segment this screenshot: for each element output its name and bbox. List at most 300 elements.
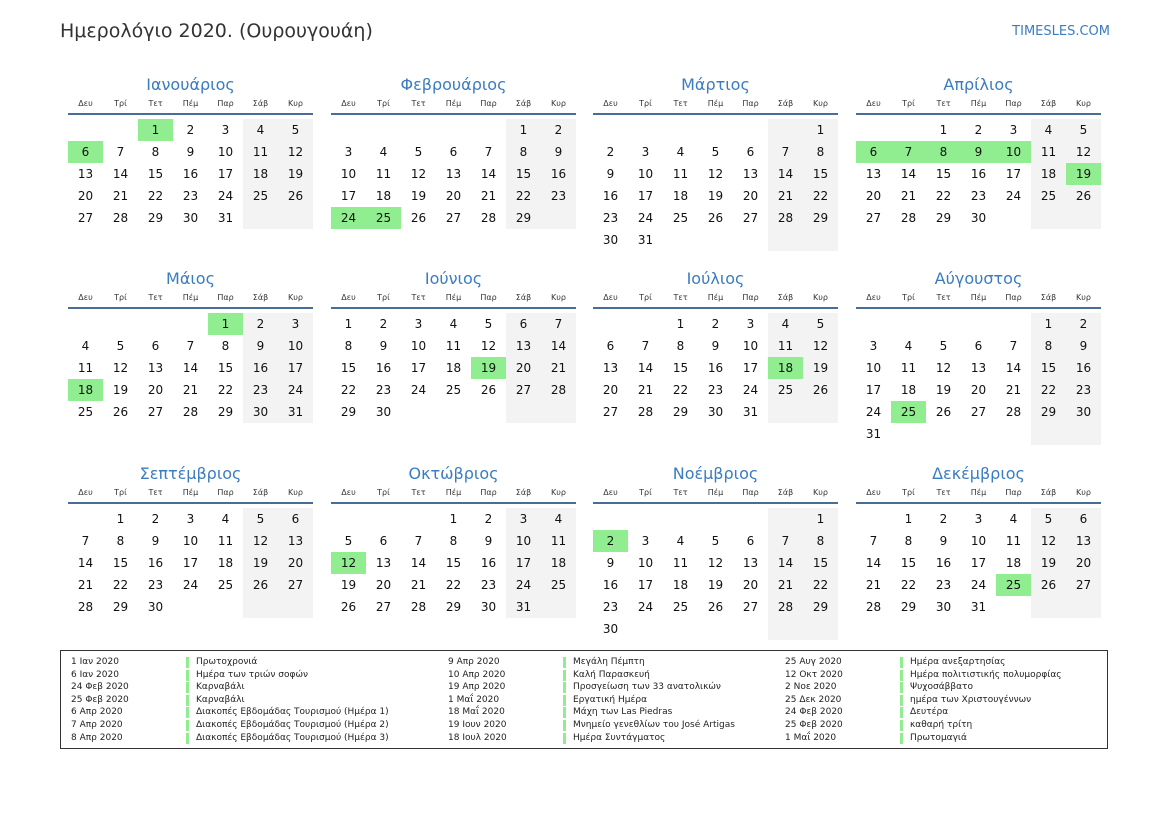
weekday-label: Τρί <box>377 99 390 108</box>
legend-date: 6 Ιαν 2020 <box>71 669 119 680</box>
weekday-label: Τρί <box>114 293 127 302</box>
holiday-day: 7 <box>891 141 926 163</box>
day: 31 <box>506 596 541 618</box>
day-blank <box>593 508 628 530</box>
day: 9 <box>151 534 160 548</box>
day: 21 <box>410 578 427 592</box>
weekday-label: Σάβ <box>252 488 269 497</box>
day: 3 <box>641 145 650 159</box>
day: 17 <box>637 189 654 203</box>
day-blank <box>996 207 1031 229</box>
weekday-label: Κυρ <box>288 99 303 108</box>
day: 3 <box>278 313 313 335</box>
day: 4 <box>243 119 278 141</box>
weekday-label: Πέμ <box>970 488 987 497</box>
day-blank <box>698 618 733 640</box>
legend-name: Καλή Παρασκευή <box>573 669 650 680</box>
legend-row <box>448 706 808 719</box>
day-blank <box>401 119 436 141</box>
day: 7 <box>81 534 90 548</box>
day: 30 <box>707 405 724 419</box>
legend-marker <box>563 707 566 718</box>
day-blank <box>366 508 401 530</box>
day: 17 <box>278 357 313 379</box>
weekday-label: Παρ <box>1005 293 1022 302</box>
day: 21 <box>900 189 917 203</box>
weekday-label: Σάβ <box>515 99 532 108</box>
weekday-label: Παρ <box>480 293 497 302</box>
day: 9 <box>939 534 948 548</box>
day-grid <box>68 309 313 423</box>
day: 14 <box>112 167 129 181</box>
day: 11 <box>1031 141 1066 163</box>
day-blank <box>628 119 663 141</box>
day-blank <box>436 119 471 141</box>
weekday-label: Παρ <box>217 488 234 497</box>
day: 27 <box>445 211 462 225</box>
day-blank <box>173 313 208 335</box>
holiday-day: 1 <box>208 313 243 335</box>
day: 19 <box>340 578 357 592</box>
legend-row <box>448 656 808 669</box>
day: 25 <box>77 405 94 419</box>
day: 18 <box>672 189 689 203</box>
day: 12 <box>112 361 129 375</box>
weekday-label: Παρ <box>742 293 759 302</box>
day-blank <box>996 596 1031 618</box>
day: 8 <box>116 534 125 548</box>
legend-date: 18 Ιουλ 2020 <box>448 732 507 743</box>
day: 29 <box>147 211 164 225</box>
weekday-label: Τετ <box>936 488 951 497</box>
holiday-day: 24 <box>331 207 366 229</box>
day: 22 <box>340 383 357 397</box>
day: 7 <box>1009 339 1018 353</box>
day: 3 <box>974 512 983 526</box>
day: 19 <box>410 189 427 203</box>
day: 10 <box>340 167 357 181</box>
weekday-header <box>68 485 313 504</box>
day-blank <box>506 401 541 423</box>
day: 7 <box>641 339 650 353</box>
day: 30 <box>480 600 497 614</box>
holiday-day: 19 <box>1066 163 1101 185</box>
weekday-label: Πέμ <box>182 293 199 302</box>
day-blank <box>401 401 436 423</box>
weekday-label: Τρί <box>377 293 390 302</box>
legend-row <box>785 669 1105 682</box>
legend-name: Πρωτομαγιά <box>910 732 967 743</box>
legend-date: 1 Μαΐ 2020 <box>785 732 837 743</box>
day: 4 <box>449 317 458 331</box>
day: 4 <box>379 145 388 159</box>
day-grid <box>856 309 1101 445</box>
day: 30 <box>182 211 199 225</box>
day: 28 <box>77 600 94 614</box>
day: 16 <box>935 556 952 570</box>
weekday-label: Παρ <box>742 99 759 108</box>
legend-row <box>785 732 1105 745</box>
legend-date: 24 Φεβ 2020 <box>785 707 843 718</box>
day: 4 <box>904 339 913 353</box>
month-name: Ιούλιος <box>686 269 745 288</box>
day: 29 <box>803 596 838 618</box>
day-blank <box>803 618 838 640</box>
day: 24 <box>217 189 234 203</box>
day: 9 <box>1066 335 1101 357</box>
legend-marker <box>186 670 189 681</box>
day: 20 <box>1066 552 1101 574</box>
day: 13 <box>602 361 619 375</box>
legend-row <box>448 719 808 732</box>
weekday-label: Τρί <box>114 488 127 497</box>
day: 26 <box>803 379 838 401</box>
weekday-label: Κυρ <box>813 488 828 497</box>
day-blank <box>471 119 506 141</box>
day: 8 <box>904 534 913 548</box>
legend-date: 8 Απρ 2020 <box>71 732 123 743</box>
holiday-day: 6 <box>856 141 891 163</box>
weekday-label: Πέμ <box>707 293 724 302</box>
day: 22 <box>672 383 689 397</box>
day: 31 <box>865 427 882 441</box>
legend-marker <box>186 695 189 706</box>
legend-marker <box>186 657 189 668</box>
day-blank <box>698 508 733 530</box>
day: 16 <box>182 167 199 181</box>
day: 31 <box>637 233 654 247</box>
day: 23 <box>602 600 619 614</box>
day: 23 <box>147 578 164 592</box>
holiday-day: 2 <box>593 530 628 552</box>
day: 12 <box>935 361 952 375</box>
weekday-label: Τετ <box>411 99 426 108</box>
day: 23 <box>1066 379 1101 401</box>
day-blank <box>628 508 663 530</box>
day: 30 <box>1066 401 1101 423</box>
day-blank <box>401 508 436 530</box>
legend-name: Καρναβάλι <box>196 694 245 705</box>
day-blank <box>541 401 576 423</box>
day: 24 <box>742 383 759 397</box>
weekday-label: Δευ <box>603 99 618 108</box>
legend-name: Δευτέρα <box>910 707 949 718</box>
day: 20 <box>77 189 94 203</box>
day: 23 <box>970 189 987 203</box>
day: 8 <box>1031 335 1066 357</box>
day: 5 <box>243 508 278 530</box>
weekday-label: Πέμ <box>970 293 987 302</box>
month-4 <box>856 74 1101 229</box>
holiday-day: 12 <box>331 552 366 574</box>
day: 25 <box>672 600 689 614</box>
weekday-header <box>856 290 1101 309</box>
day: 25 <box>768 379 803 401</box>
day: 12 <box>278 141 313 163</box>
day: 29 <box>340 405 357 419</box>
legend-marker <box>563 657 566 668</box>
day: 6 <box>606 339 615 353</box>
holiday-day: 25 <box>996 574 1031 596</box>
day: 1 <box>449 512 458 526</box>
weekday-label: Τρί <box>902 488 915 497</box>
holiday-day: 18 <box>768 357 803 379</box>
day: 26 <box>707 600 724 614</box>
day: 30 <box>602 233 619 247</box>
day: 21 <box>182 383 199 397</box>
day: 23 <box>243 379 278 401</box>
day: 24 <box>970 578 987 592</box>
day: 14 <box>768 163 803 185</box>
day: 12 <box>480 339 497 353</box>
day: 4 <box>1009 512 1018 526</box>
legend-name: Διακοπές Εβδομάδας Τουρισμού (Ημέρα 2) <box>196 719 389 730</box>
day: 22 <box>445 578 462 592</box>
weekday-header <box>68 290 313 309</box>
day: 17 <box>865 383 882 397</box>
day-blank <box>961 313 996 335</box>
day: 19 <box>243 552 278 574</box>
weekday-label: Τρί <box>639 99 652 108</box>
day: 19 <box>707 189 724 203</box>
day: 8 <box>449 534 458 548</box>
day: 6 <box>151 339 160 353</box>
day: 9 <box>711 339 720 353</box>
day: 31 <box>278 401 313 423</box>
day: 21 <box>112 189 129 203</box>
day: 10 <box>217 145 234 159</box>
day: 1 <box>506 119 541 141</box>
day: 26 <box>1066 185 1101 207</box>
day: 29 <box>672 405 689 419</box>
legend-date: 10 Απρ 2020 <box>448 669 506 680</box>
day: 1 <box>904 512 913 526</box>
weekday-header <box>593 96 838 115</box>
day-blank <box>1031 596 1066 618</box>
weekday-label: Τετ <box>673 488 688 497</box>
weekday-label: Τετ <box>148 293 163 302</box>
weekday-label: Τετ <box>936 99 951 108</box>
day: 29 <box>935 211 952 225</box>
legend-name: Προσγείωση των 33 ανατολικών <box>573 682 721 693</box>
month-1 <box>68 74 313 229</box>
weekday-label: Πέμ <box>445 99 462 108</box>
legend-name: Μεγάλη Πέμπτη <box>573 657 645 667</box>
weekday-label: Τετ <box>673 99 688 108</box>
day: 25 <box>541 574 576 596</box>
legend-row <box>71 732 431 745</box>
legend-name: Ημέρα των τριών σοφών <box>196 669 309 680</box>
day: 24 <box>637 600 654 614</box>
day: 27 <box>77 211 94 225</box>
day-blank <box>1031 423 1066 445</box>
day: 15 <box>1031 357 1066 379</box>
day-blank <box>961 423 996 445</box>
legend-name: καθαρή τρίτη <box>910 719 973 730</box>
legend-marker <box>563 695 566 706</box>
day: 9 <box>186 145 195 159</box>
legend-name: Εργατική Ημέρα <box>573 694 647 705</box>
weekday-label: Δευ <box>78 99 93 108</box>
weekday-label: Κυρ <box>551 488 566 497</box>
legend-row <box>448 732 808 745</box>
day: 23 <box>182 189 199 203</box>
day: 3 <box>414 317 423 331</box>
day: 6 <box>449 145 458 159</box>
day: 6 <box>278 508 313 530</box>
day: 2 <box>541 119 576 141</box>
day: 5 <box>278 119 313 141</box>
day: 17 <box>340 189 357 203</box>
day-blank <box>891 119 926 141</box>
day-blank <box>68 508 103 530</box>
day: 10 <box>970 534 987 548</box>
weekday-label: Τρί <box>639 293 652 302</box>
legend-date: 19 Απρ 2020 <box>448 682 506 693</box>
weekday-header <box>593 485 838 504</box>
day: 15 <box>112 556 129 570</box>
day-grid <box>331 309 576 423</box>
weekday-label: Παρ <box>217 99 234 108</box>
day: 12 <box>707 167 724 181</box>
day: 9 <box>379 339 388 353</box>
day: 18 <box>1005 556 1022 570</box>
day: 1 <box>116 512 125 526</box>
day: 5 <box>484 317 493 331</box>
day-blank <box>331 119 366 141</box>
legend-marker <box>900 657 903 668</box>
day-blank <box>733 119 768 141</box>
day: 17 <box>410 361 427 375</box>
page-title: Ημερολόγιο 2020. (Ουρουγουάη) <box>60 20 373 42</box>
weekday-label: Δευ <box>78 293 93 302</box>
weekday-label: Σάβ <box>252 293 269 302</box>
day: 26 <box>1031 574 1066 596</box>
day: 2 <box>974 123 983 137</box>
day-blank <box>926 313 961 335</box>
legend-date: 25 Φεβ 2020 <box>785 719 843 730</box>
day: 9 <box>484 534 493 548</box>
legend-marker <box>900 695 903 706</box>
day-blank <box>663 119 698 141</box>
day: 20 <box>278 552 313 574</box>
day: 2 <box>379 317 388 331</box>
legend-name: Καρναβάλι <box>196 682 245 693</box>
day: 13 <box>742 556 759 570</box>
day: 28 <box>112 211 129 225</box>
day: 21 <box>541 357 576 379</box>
legend-date: 2 Νοε 2020 <box>785 682 837 693</box>
day: 11 <box>541 530 576 552</box>
day-blank <box>803 229 838 251</box>
day: 15 <box>340 361 357 375</box>
day: 15 <box>803 163 838 185</box>
day: 8 <box>676 339 685 353</box>
day: 17 <box>182 556 199 570</box>
month-6 <box>331 268 576 423</box>
day: 2 <box>484 512 493 526</box>
day: 14 <box>77 556 94 570</box>
day: 12 <box>243 530 278 552</box>
weekday-header <box>856 96 1101 115</box>
weekday-label: Παρ <box>480 99 497 108</box>
day-blank <box>1066 207 1101 229</box>
day: 12 <box>707 556 724 570</box>
day: 20 <box>602 383 619 397</box>
day: 15 <box>506 163 541 185</box>
day: 14 <box>637 361 654 375</box>
day: 2 <box>939 512 948 526</box>
weekday-label: Κυρ <box>1076 293 1091 302</box>
day-blank <box>891 423 926 445</box>
day-blank <box>436 401 471 423</box>
day: 14 <box>768 552 803 574</box>
weekday-label: Δευ <box>341 99 356 108</box>
month-5 <box>68 268 313 423</box>
weekday-label: Τρί <box>377 488 390 497</box>
weekday-label: Κυρ <box>551 99 566 108</box>
day: 20 <box>147 383 164 397</box>
day: 28 <box>768 207 803 229</box>
day: 5 <box>711 145 720 159</box>
weekday-label: Πέμ <box>970 99 987 108</box>
day-blank <box>628 618 663 640</box>
day: 10 <box>278 335 313 357</box>
day: 2 <box>711 317 720 331</box>
day: 28 <box>1005 405 1022 419</box>
legend-date: 25 Φεβ 2020 <box>71 694 129 705</box>
legend-row <box>71 656 431 669</box>
day: 16 <box>707 361 724 375</box>
month-name: Δεκέμβριος <box>932 464 1025 483</box>
site-link[interactable]: TIMESLES.COM <box>1012 24 1110 39</box>
weekday-label: Τετ <box>411 488 426 497</box>
day-blank <box>698 229 733 251</box>
weekday-label: Παρ <box>1005 99 1022 108</box>
day: 28 <box>410 600 427 614</box>
day: 4 <box>768 313 803 335</box>
day: 27 <box>147 405 164 419</box>
day-blank <box>891 313 926 335</box>
day: 18 <box>672 578 689 592</box>
day: 12 <box>1066 141 1101 163</box>
day: 28 <box>768 596 803 618</box>
legend-marker <box>900 707 903 718</box>
legend-name: Μάχη των Las Piedras <box>573 707 673 718</box>
day: 31 <box>217 211 234 225</box>
month-7 <box>593 268 838 423</box>
weekday-label: Κυρ <box>1076 488 1091 497</box>
day-blank <box>768 119 803 141</box>
day: 30 <box>147 600 164 614</box>
legend-marker <box>900 670 903 681</box>
day: 11 <box>1005 534 1022 548</box>
day: 27 <box>506 379 541 401</box>
day: 14 <box>541 335 576 357</box>
day: 12 <box>1031 530 1066 552</box>
day: 19 <box>803 357 838 379</box>
day: 2 <box>243 313 278 335</box>
day: 19 <box>1031 552 1066 574</box>
day: 6 <box>746 534 755 548</box>
day: 24 <box>506 574 541 596</box>
legend-row <box>71 694 431 707</box>
day: 23 <box>541 185 576 207</box>
day: 24 <box>637 211 654 225</box>
day: 20 <box>375 578 392 592</box>
day: 27 <box>742 600 759 614</box>
day: 29 <box>803 207 838 229</box>
